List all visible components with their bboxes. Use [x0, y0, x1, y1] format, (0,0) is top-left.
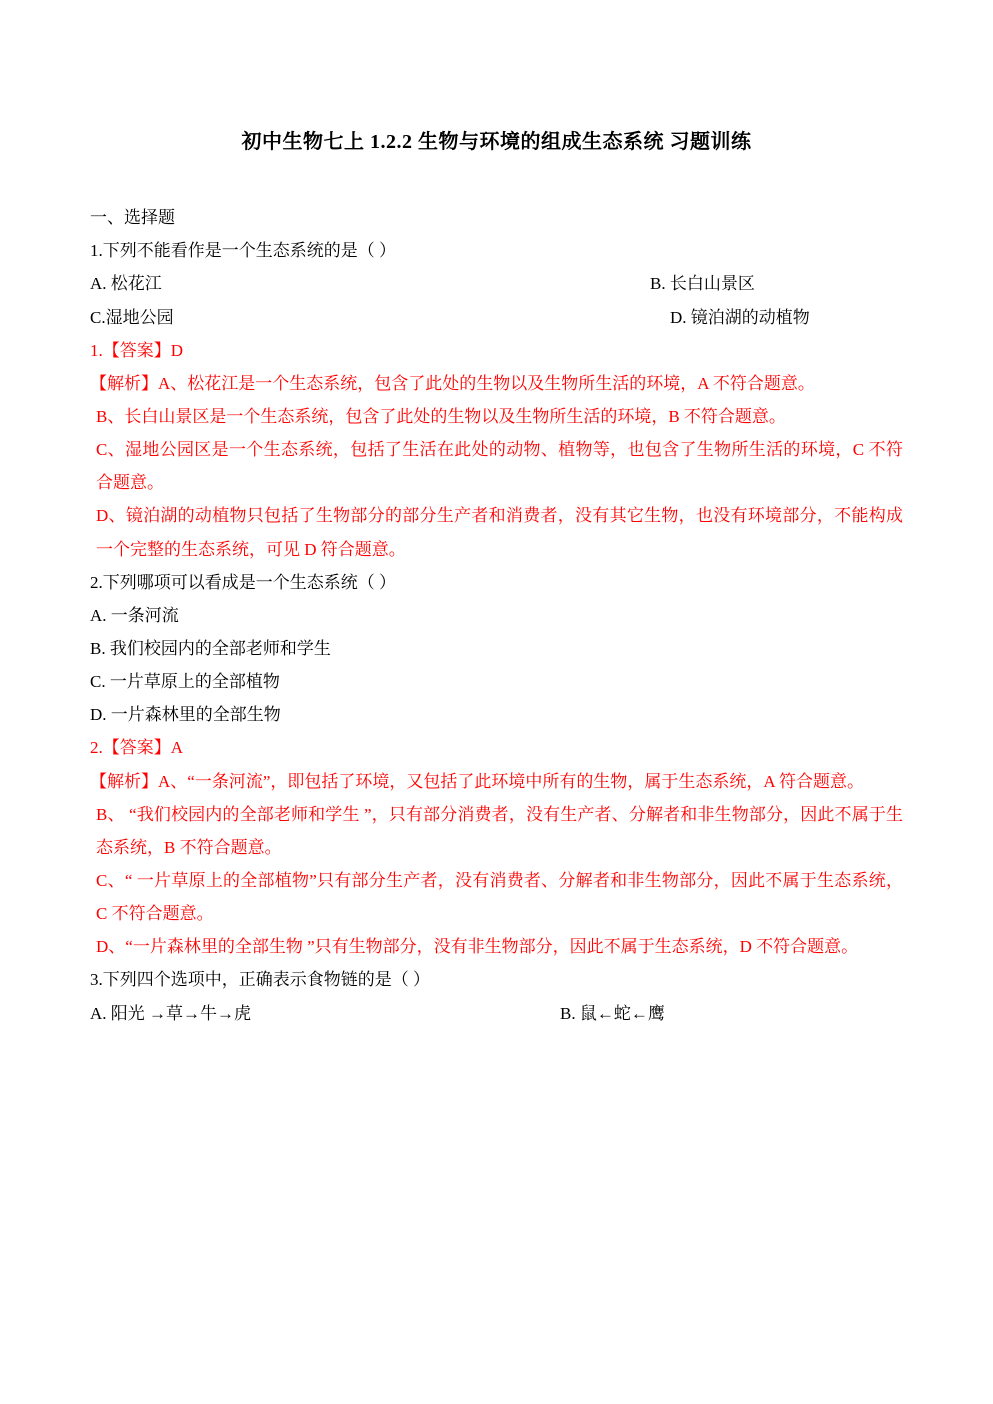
question-1-options-row-2: [90, 301, 903, 334]
question-3-stem: 3.下列四个选项中，正确表示食物链的是（ ）: [90, 970, 430, 990]
page-title: 初中生物七上 1.2.2 生物与环境的组成生态系统 习题训练: [241, 131, 752, 153]
option-a[interactable]: A. 阳光 →草→牛→虎: [90, 1003, 252, 1023]
question-1-explanation-d: D、镜泊湖的动植物只包括了生物部分的部分生产者和消费者，没有其它生物，也没有环境部分，不能构成一个完整的生态系统，可见 D 符合题意。: [96, 506, 903, 559]
question-1-answer: 1.【答案】D: [90, 340, 184, 360]
question-2-explanation-b: B、 “我们校园内的全部老师和学生 ”，只有部分消费者，没有生产者、分解者和非生物部分，因此不属于生态系统，B 不符合题意。: [96, 804, 903, 857]
option-c[interactable]: C.湿地公园: [90, 307, 174, 327]
question-2-stem: 2.下列哪项可以看成是一个生态系统（ ）: [90, 572, 396, 592]
question-1-explanation-c: C、湿地公园区是一个生态系统，包括了生活在此处的动物、植物等，也包含了生物所生活的环境，C 不符合题意。: [96, 440, 903, 493]
question-2-option-d[interactable]: D. 一片森林里的全部生物: [90, 705, 281, 725]
option-b[interactable]: B. 长白山景区: [650, 274, 755, 294]
question-2-answer: 2.【答案】A: [90, 738, 184, 758]
question-2-explanation-d: D、“一片森林里的全部生物 ”只有生物部分，没有非生物部分，因此不属于生态系统，D 不符合题意。: [96, 937, 859, 957]
question-2-option-c[interactable]: C. 一片草原上的全部植物: [90, 672, 280, 692]
question-2-option-b[interactable]: B. 我们校园内的全部老师和学生: [90, 638, 331, 658]
question-1-explanation-a: 【解析】A、松花江是一个生态系统，包含了此处的生物以及生物所生活的环境，A 不符合题意。: [90, 373, 815, 393]
section-heading: 一、选择题: [90, 208, 175, 227]
question-1-stem: 1.下列不能看作是一个生态系统的是（ ）: [90, 241, 396, 261]
option-b[interactable]: B. 鼠←蛇←鹰: [560, 1003, 665, 1023]
option-d[interactable]: D. 镜泊湖的动植物: [670, 307, 810, 327]
question-3-options-row-1: [90, 997, 903, 1030]
question-2-explanation-a: 【解析】A、“一条河流”，即包括了环境，又包括了此环境中所有的生物，属于生态系统，A 符合题意。: [90, 771, 864, 791]
question-2-explanation-c: C、“ 一片草原上的全部植物”只有部分生产者，没有消费者、分解者和非生物部分，因此不属于生态系统，C 不符合题意。: [96, 870, 903, 924]
question-2-option-a[interactable]: A. 一条河流: [90, 605, 179, 625]
question-1-explanation-b: B、长白山景区是一个生态系统，包含了此处的生物以及生物所生活的环境，B 不符合题意。: [96, 407, 786, 426]
question-1-options-row-1: [90, 267, 903, 300]
option-a[interactable]: A. 松花江: [90, 274, 162, 294]
